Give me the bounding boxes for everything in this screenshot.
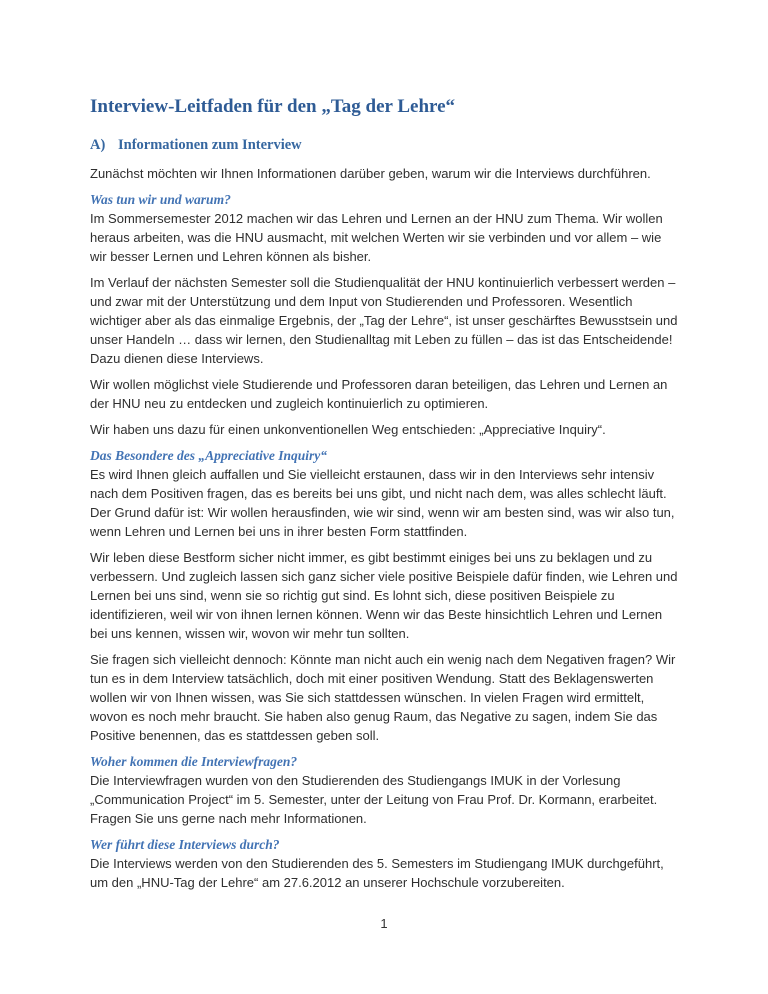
page-number: 1 — [380, 916, 388, 931]
paragraph: Wir leben diese Bestform sicher nicht immer, es gibt bestimmt einiges bei uns zu beklagen und zu verbessern. Und zugleich lassen sich ganz sicher viele positive Beispiele dafür finden, wie Lehren und Lernen bei uns sind, wenn sie so richtig gut sind. Es lohnt sich, diese positiven Beispiele zu identifizieren, weil wir von ihnen lernen können. Wenn wir das Beste hinsichtlich Lehren und Lernen bei uns kennen, wissen wir, wovon wir mehr tun sollten. — [90, 550, 678, 641]
paragraph: Im Verlauf der nächsten Semester soll die Studienqualität der HNU kontinuierlich verbessert werden – und zwar mit der Unterstützung und dem Input von Studierenden und Professoren. Wesentlich wichtiger aber als das einmalige Ergebnis, der „Tag der Lehre“, ist unser geschärftes Bewusstsein und unser Handeln … dass wir lernen, den Studienalltag mit Leben zu füllen – das ist das Entscheidende! Dazu dienen diese Interviews. — [90, 275, 678, 366]
document-title: Interview-Leitfaden für den „Tag der Lehre“ — [90, 96, 456, 117]
paragraph: Die Interviews werden von den Studierenden des 5. Semesters im Studiengang IMUK durchgeführt, um den „HNU-Tag der Lehre“ am 27.6.2012 an unserer Hochschule vorzubereiten. — [90, 856, 664, 890]
paragraph: Im Sommersemester 2012 machen wir das Lehren und Lernen an der HNU zum Thema. Wir wollen heraus arbeiten, was die HNU ausmacht, mit welchen Werten wir sie verbinden und vor allem – wie wir besser Lernen und Lehren können als bisher. — [90, 211, 663, 264]
subheading-was-tun-wir: Was tun wir und warum? — [90, 192, 231, 207]
paragraph: Die Interviewfragen wurden von den Studierenden des Studiengangs IMUK in der Vorlesung „Communication Project“ im 5. Semester, unter der Leitung von Frau Prof. Dr. Kormann, erarbeitet. Fragen Sie uns gerne nach mehr Informationen. — [90, 773, 658, 826]
section-a-label: A) — [90, 137, 106, 153]
section-a-heading — [90, 134, 679, 156]
subheading-wer-fuehrt-interviews: Wer führt diese Interviews durch? — [90, 837, 280, 852]
intro-paragraph: Zunächst möchten wir Ihnen Informationen darüber geben, warum wir die Interviews durchführen. — [90, 166, 651, 181]
subheading-woher-kommen-fragen: Woher kommen die Interviewfragen? — [90, 754, 298, 769]
paragraph: Sie fragen sich vielleicht dennoch: Könnte man nicht auch ein wenig nach dem Negativen fragen? Wir tun es in dem Interview tatsächlich, doch mit einer positiven Wendung. Statt des Beklagenswerten wollen wir von Ihnen wissen, was Sie sich stattdessen wünschen. In vielen Fragen wird ermittelt, wovon es noch mehr braucht. Sie haben also genug Raum, das Negative zu sagen, indem Sie das Positive benennen, das es stattdessen geben soll. — [90, 652, 676, 743]
subheading-das-besondere: Das Besondere des „Appreciative Inquiry“ — [90, 448, 327, 463]
section-a-title: Informationen zum Interview — [118, 137, 302, 153]
paragraph: Es wird Ihnen gleich auffallen und Sie vielleicht erstaunen, dass wir in den Interviews sehr intensiv nach dem Positiven fragen, das es bereits bei uns gibt, und nicht nach dem, was alles schlecht läuft. Der Grund dafür ist: Wir wollen herausfinden, wie wir sind, wenn wir am besten sind, was wir also tun, wenn Lehren und Lernen bei uns in ihrer besten Form stattfinden. — [90, 467, 675, 539]
paragraph: Wir wollen möglichst viele Studierende und Professoren daran beteiligen, das Lehren und Lernen an der HNU neu zu entdecken und zugleich kontinuierlich zu optimieren. — [90, 377, 668, 411]
paragraph: Wir haben uns dazu für einen unkonventionellen Weg entschieden: „Appreciative Inquiry“. — [90, 422, 606, 437]
